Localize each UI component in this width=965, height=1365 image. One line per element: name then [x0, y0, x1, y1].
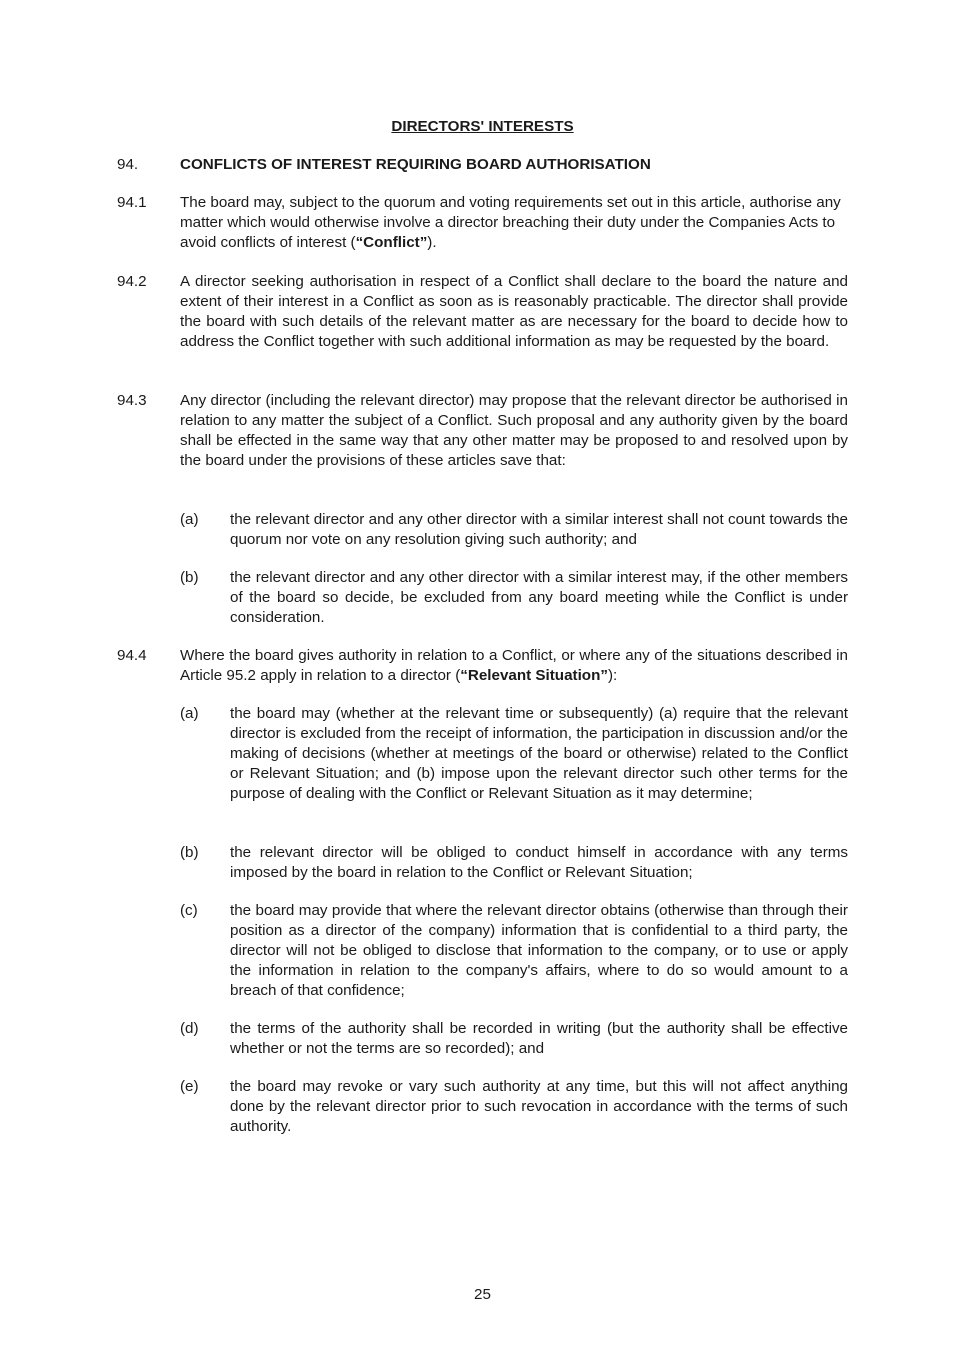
list-item — [180, 1019, 848, 1059]
list-item-text: the terms of the authority shall be recorded in writing (but the authority shall be effective whether or not the terms are so recorded); and — [230, 1020, 848, 1057]
list-item-label: (b) — [180, 569, 199, 586]
list-item — [180, 704, 848, 804]
list-item-text: the board may revoke or vary such authority at any time, but this will not affect anything done by the relevant director prior to such revocation in accordance with the terms of such authority. — [230, 1078, 848, 1135]
paragraph-text — [180, 193, 848, 253]
list-item — [180, 843, 848, 883]
list-item — [180, 901, 848, 1001]
page-number: 25 — [474, 1286, 491, 1303]
list-item — [180, 510, 848, 550]
text-run: The board may, subject to the quorum and voting requirements set out in this article, authorise any matter which would otherwise involve a director breaching their duty under the Companies Acts to avoid conflicts of interest ( — [180, 194, 841, 251]
paragraph-text: A director seeking authorisation in respect of a Conflict shall declare to the board the nature and extent of their interest in a Conflict as soon as is reasonably practicable. The director shall provide the board with such details of the relevant matter as are necessary for the board to decide how to address the Conflict together with such additional information as may be requested by the board. — [180, 273, 848, 350]
list-item-text: the board may (whether at the relevant time or subsequently) (a) require that the relevant director is excluded from the receipt of information, the participation in discussion and/or the making of decisions (whether at meetings of the board or otherwise) related to the Conflict or Relevant Situation; and (b) impose upon the relevant director such other terms for the purpose of dealing with the Conflict or Relevant Situation as it may determine; — [230, 705, 848, 802]
paragraph-number: 94.1 — [117, 194, 147, 211]
paragraph-number: 94.2 — [117, 273, 147, 290]
paragraph-text — [180, 646, 848, 686]
section-number: 94. — [117, 156, 139, 173]
list-item — [180, 568, 848, 628]
section-title: CONFLICTS OF INTEREST REQUIRING BOARD AUTHORISATION — [180, 156, 651, 173]
text-run: Where the board gives authority in relation to a Conflict, or where any of the situations described in Article 95.2 apply in relation to a director ( — [180, 647, 848, 684]
list-item-label: (e) — [180, 1078, 199, 1095]
defined-term-conflict: “Conflict” — [355, 234, 428, 251]
list-item-label: (a) — [180, 705, 199, 722]
paragraph-94-1 — [117, 193, 848, 253]
list-item-label: (b) — [180, 844, 199, 861]
list-item — [180, 1077, 848, 1137]
paragraph-94-3 — [117, 391, 848, 471]
page-title: DIRECTORS' INTERESTS — [391, 118, 574, 135]
paragraph-94-4 — [117, 646, 848, 686]
list-item-text: the relevant director and any other director with a similar interest may, if the other members of the board so decide, be excluded from any board meeting while the Conflict is under consideration. — [230, 569, 848, 626]
paragraph-94-2 — [117, 272, 848, 352]
text-run: ). — [427, 234, 437, 251]
text-run: ): — [607, 667, 618, 684]
defined-term-relevant-situation: “Relevant Situation” — [460, 667, 608, 684]
paragraph-number: 94.3 — [117, 392, 147, 409]
paragraph-text: Any director (including the relevant director) may propose that the relevant director be authorised in relation to any matter the subject of a Conflict. Such proposal and any authority given by the board shall be effected in the same way that any other matter may be proposed to and resolved upon by the board under the provisions of these articles save that: — [180, 392, 848, 469]
list-item-text: the board may provide that where the relevant director obtains (otherwise than through their position as a director of the company) information that is confidential to a third party, the director will not be obliged to disclose that information to the company, or to use or apply the information in relation to the company's affairs, where to do so would amount to a breach of that confidence; — [230, 902, 848, 999]
list-item-text: the relevant director will be obliged to conduct himself in accordance with any terms imposed by the board in relation to the Conflict or Relevant Situation; — [230, 844, 848, 881]
list-item-label: (d) — [180, 1020, 199, 1037]
list-item-label: (c) — [180, 902, 198, 919]
list-item-label: (a) — [180, 511, 199, 528]
list-item-text: the relevant director and any other director with a similar interest shall not count towards the quorum nor vote on any resolution giving such authority; and — [230, 511, 848, 548]
paragraph-number: 94.4 — [117, 647, 147, 664]
